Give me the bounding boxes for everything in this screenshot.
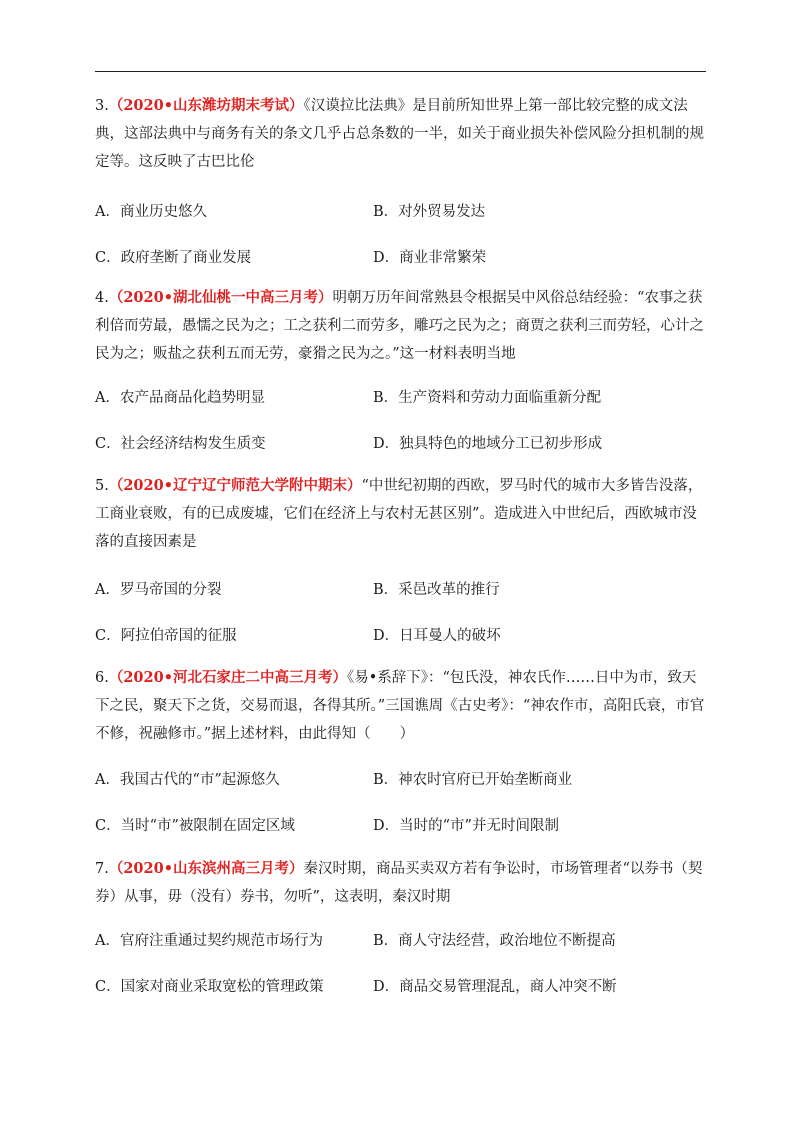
options: [95, 580, 707, 646]
question-number: 4.: [95, 290, 109, 306]
question-source: （2020•山东滨州高三月考）: [108, 860, 304, 877]
options: [95, 931, 707, 997]
option-c[interactable]: C．政府垄断了商业发展: [95, 250, 252, 266]
question-text: 《易•系辞下》：“包氏没，神农氏作……日中为市，致天下之民，聚天下之货，交易而退，各得其所。”三国谯周《古史考》：“神农作市，高阳氏衰，市官不修，祝融修市。”据上述材料，由此得知（ ）: [95, 670, 705, 742]
question-3: [95, 92, 707, 266]
question-4: [95, 284, 707, 452]
option-b[interactable]: B．对外贸易发达: [373, 204, 486, 220]
question-text: “中世纪初期的西欧，罗马时代的城市大多皆告没落，工商业衰败，有的已成废墟，它们在经济上与农村无甚区别”。造成进入中世纪后，西欧城市没落的直接因素是: [95, 478, 703, 550]
options: [95, 202, 707, 268]
option-a[interactable]: A．农产品商品化趋势明显: [95, 390, 265, 406]
option-a[interactable]: A．商业历史悠久: [95, 204, 207, 220]
option-b[interactable]: B．商人守法经营，政治地位不断提高: [373, 933, 616, 949]
option-a[interactable]: A．我国古代的“市”起源悠久: [95, 772, 280, 788]
option-b[interactable]: B．采邑改革的推行: [373, 582, 500, 598]
option-d[interactable]: D．独具特色的地域分工已初步形成: [373, 436, 603, 452]
option-c[interactable]: C．社会经济结构发生质变: [95, 436, 266, 452]
question-number: 7.: [95, 861, 109, 877]
question-text: 秦汉时期，商品买卖双方若有争讼时，市场管理者“以券书（契券）从事，毋（没有）券书，勿听”，这表明，秦汉时期: [95, 861, 703, 905]
option-b[interactable]: B．生产资料和劳动力面临重新分配: [373, 390, 602, 406]
question-stem: [95, 664, 707, 748]
options: [95, 388, 707, 454]
question-source: （2020•辽宁辽宁师范大学附中期末）: [108, 477, 362, 494]
option-a[interactable]: A．罗马帝国的分裂: [95, 582, 222, 598]
header-rule: [95, 71, 706, 72]
question-number: 6.: [95, 670, 109, 686]
options: [95, 770, 707, 836]
question-stem: [95, 284, 707, 368]
option-c[interactable]: C．国家对商业采取宽松的管理政策: [95, 979, 324, 995]
option-d[interactable]: D．日耳曼人的破坏: [373, 628, 501, 644]
question-number: 5.: [95, 478, 109, 494]
option-b[interactable]: B．神农时官府已开始垄断商业: [373, 772, 573, 788]
question-7: [95, 855, 707, 995]
option-c[interactable]: C．阿拉伯帝国的征服: [95, 628, 237, 644]
question-stem: [95, 855, 707, 911]
question-text: 《汉谟拉比法典》是目前所知世界上第一部比较完整的成文法典，这部法典中与商务有关的条文几乎占总条数的一半，如关于商业损失补偿风险分担机制的规定等。这反映了古巴比伦: [95, 98, 704, 170]
option-a[interactable]: A．官府注重通过契约规范市场行为: [95, 933, 323, 949]
option-d[interactable]: D．商业非常繁荣: [373, 250, 487, 266]
option-c[interactable]: C．当时“市”被限制在固定区域: [95, 818, 295, 834]
question-text: 明朝万历年间常熟县令根据吴中风俗总结经验：“农事之获利倍而劳最，愚懦之民为之；工之获利二而劳多，雕巧之民为之；商贾之获利三而劳轻，心计之民为之；贩盐之获利五而无劳，豪猾之民为之。”这一材料表明当地: [95, 290, 704, 362]
question-source: （2020•湖北仙桃一中高三月考）: [108, 289, 333, 306]
question-source: （2020•山东潍坊期末考试）: [108, 97, 304, 114]
question-stem: [95, 472, 707, 556]
question-5: [95, 472, 707, 644]
option-d[interactable]: D．商品交易管理混乱，商人冲突不断: [373, 979, 617, 995]
question-number: 3.: [95, 98, 109, 114]
question-source: （2020•河北石家庄二中高三月考）: [108, 669, 347, 686]
question-stem: [95, 92, 707, 176]
option-d[interactable]: D．当时的“市”并无时间限制: [373, 818, 559, 834]
question-6: [95, 664, 707, 834]
